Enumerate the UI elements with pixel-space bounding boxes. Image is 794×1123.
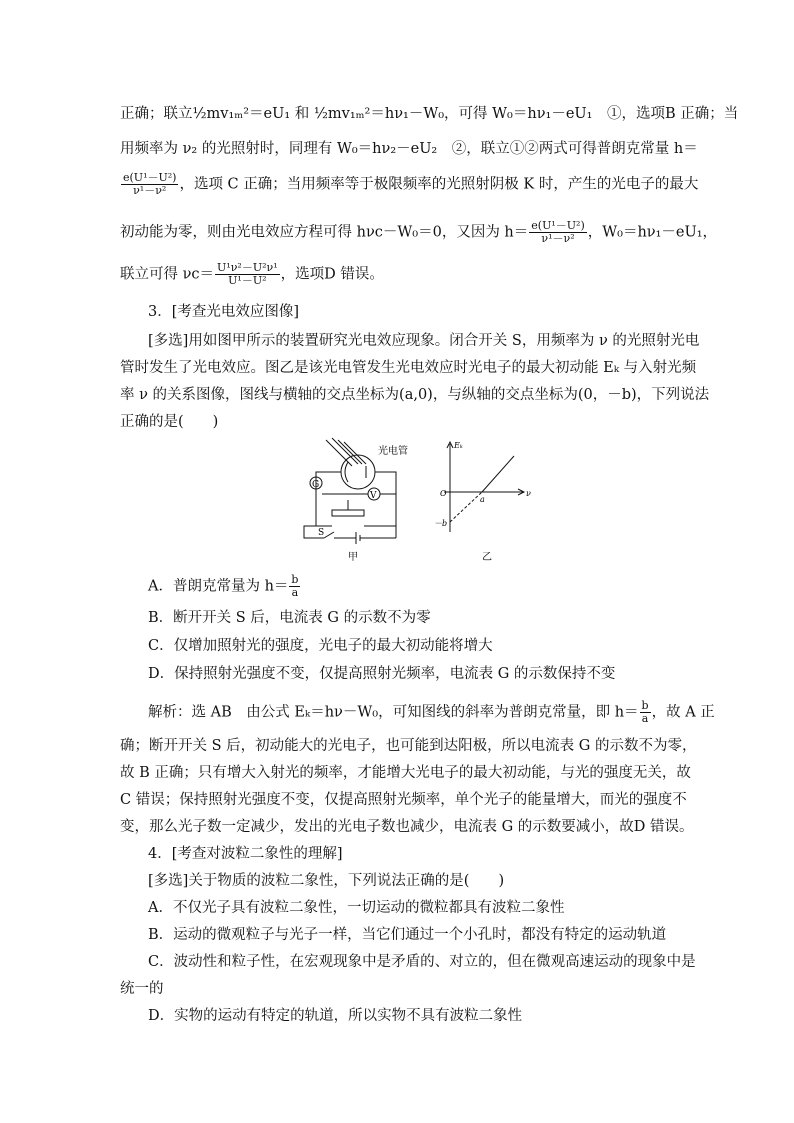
question-3-heading: 3．[考查光电效应图像] (148, 304, 300, 320)
question-3-stem-3: 率 ν 的关系图像，图线与横轴的交点坐标为(a,0)，与纵轴的交点坐标为(0，－b)，下列说法 (120, 387, 710, 403)
solution-line-3: $\frac{\text{e(U¹－U²)}}{\text{ν¹－ν²}}$ ，选项 C 正确；当用频率等于极限频率的光照射阴极 K 时，产生的光电子的最大 (123, 171, 699, 197)
question-4-heading: 4．[考查对波粒二象性的理解] (148, 846, 343, 862)
solution-line-1: 正确；联立½mv₁ₘ²＝eU₁ 和 ½mv₁ₘ²＝hν₁－W₀，可得 W₀＝hν₁－eU₁ ①，选项B 正确；当 (120, 106, 739, 122)
option-3a: A．普朗克常量为 h＝ $\frac{b}{a}$ (148, 573, 299, 599)
option-4a: A．不仅光子具有波粒二象性，一切运动的微粒都具有波粒二象性 (148, 900, 565, 916)
fraction: $\frac{\text{e(U¹－U²)}}{\text{ν¹－ν²}}$ (123, 171, 177, 197)
question-4-stem: [多选]关于物质的波粒二象性，下列说法正确的是( ) (148, 873, 505, 889)
switch-label: S (318, 528, 325, 538)
answer-3-line-5: 变，那么光子数一定减少，发出的光电子数也减少，电流表 G 的示数要减小，故D 错误。 (120, 819, 694, 835)
answer-3-line-4: C 错误；保持照射光强度不变，仅提高照射光频率，单个光子的能量增大，而光的强度不 (120, 792, 687, 808)
option-4c-line-2: 统一的 (120, 981, 164, 997)
fraction: $\frac{b}{a}$ (291, 573, 299, 599)
option-3b: B．断开开关 S 后，电流表 G 的示数不为零 (148, 610, 431, 626)
fraction: $\frac{b}{a}$ (641, 699, 649, 725)
option-4b: B．运动的微观粒子与光子一样，当它们通过一个小孔时，都没有特定的运动轨道 (148, 927, 667, 943)
answer-3-line-3: 故 B 正确；只有增大入射光的频率，才能增大光电子的最大初动能，与光的强度无关，故 (120, 765, 691, 781)
x-axis-label: ν (526, 489, 531, 498)
ek-frequency-graph (430, 436, 542, 564)
tube-label: 光电管 (378, 446, 408, 457)
circuit-diagram (296, 436, 414, 564)
answer-3-line-2: 确；断开开关 S 后，初动能大的光电子，也可能到达阳极，所以电流表 G 的示数不为零， (120, 738, 697, 754)
voltmeter-label: V (370, 491, 377, 501)
y-axis-label: Eₖ (454, 441, 463, 450)
option-3d: D．保持照射光强度不变，仅提高照射光频率，电流表 G 的示数保持不变 (148, 666, 616, 682)
option-4c-line-1: C．波动性和粒子性，在宏观现象中是矛盾的、对立的，但在微观高速运动的现象中是 (148, 954, 696, 970)
question-3-stem-1: [多选]用如图甲所示的装置研究光电效应现象。闭合开关 S，用频率为 ν 的光照射光电 (148, 333, 700, 349)
question-3-stem-4: 正确的是( ) (120, 414, 219, 430)
fraction: $\frac{\text{U¹ν²－U²ν¹}}{\text{U¹－U²}}$ (217, 261, 278, 287)
ammeter-label: G (312, 480, 320, 490)
solution-line-2: 用频率为 ν₂ 的光照射时，同理有 W₀＝hν₂－eU₂ ②，联立①②两式可得普朗克常量 h＝ (120, 141, 698, 157)
origin-label: O (440, 489, 447, 498)
answer-3-line-1: 解析：选 AB 由公式 Eₖ＝hν－W₀，可知图线的斜率为普朗克常量，即 h＝ $\frac{b}{a}$ ，故 A 正 (148, 699, 715, 725)
figure-b-caption: 乙 (482, 552, 492, 563)
solution-line-4: 初动能为零，则由光电效应方程可得 hνc－W₀＝0，又因为 h＝ $\frac{\text{e(U¹－U²)}}{\text{ν¹－ν²}}$ ，W₀＝hν₁－eU₁， (120, 219, 718, 245)
option-4d: D．实物的运动有特定的轨道，所以实物不具有波粒二象性 (148, 1008, 523, 1024)
intercept-a-label: a (480, 495, 485, 504)
fraction: $\frac{\text{e(U¹－U²)}}{\text{ν¹－ν²}}$ (531, 219, 585, 245)
figure-a-caption: 甲 (348, 552, 358, 563)
question-3-stem-2: 管时发生了光电效应。图乙是该光电管发生光电效应时光电子的最大初动能 Eₖ 与入射光频 (120, 360, 697, 376)
solution-line-5: 联立可得 νc＝ $\frac{\text{U¹ν²－U²ν¹}}{\text{U¹－U²}}$ ，选项D 错误。 (120, 261, 384, 287)
intercept-b-label: －b (434, 519, 448, 528)
option-3c: C．仅增加照射光的强度，光电子的最大初动能将增大 (148, 638, 493, 654)
